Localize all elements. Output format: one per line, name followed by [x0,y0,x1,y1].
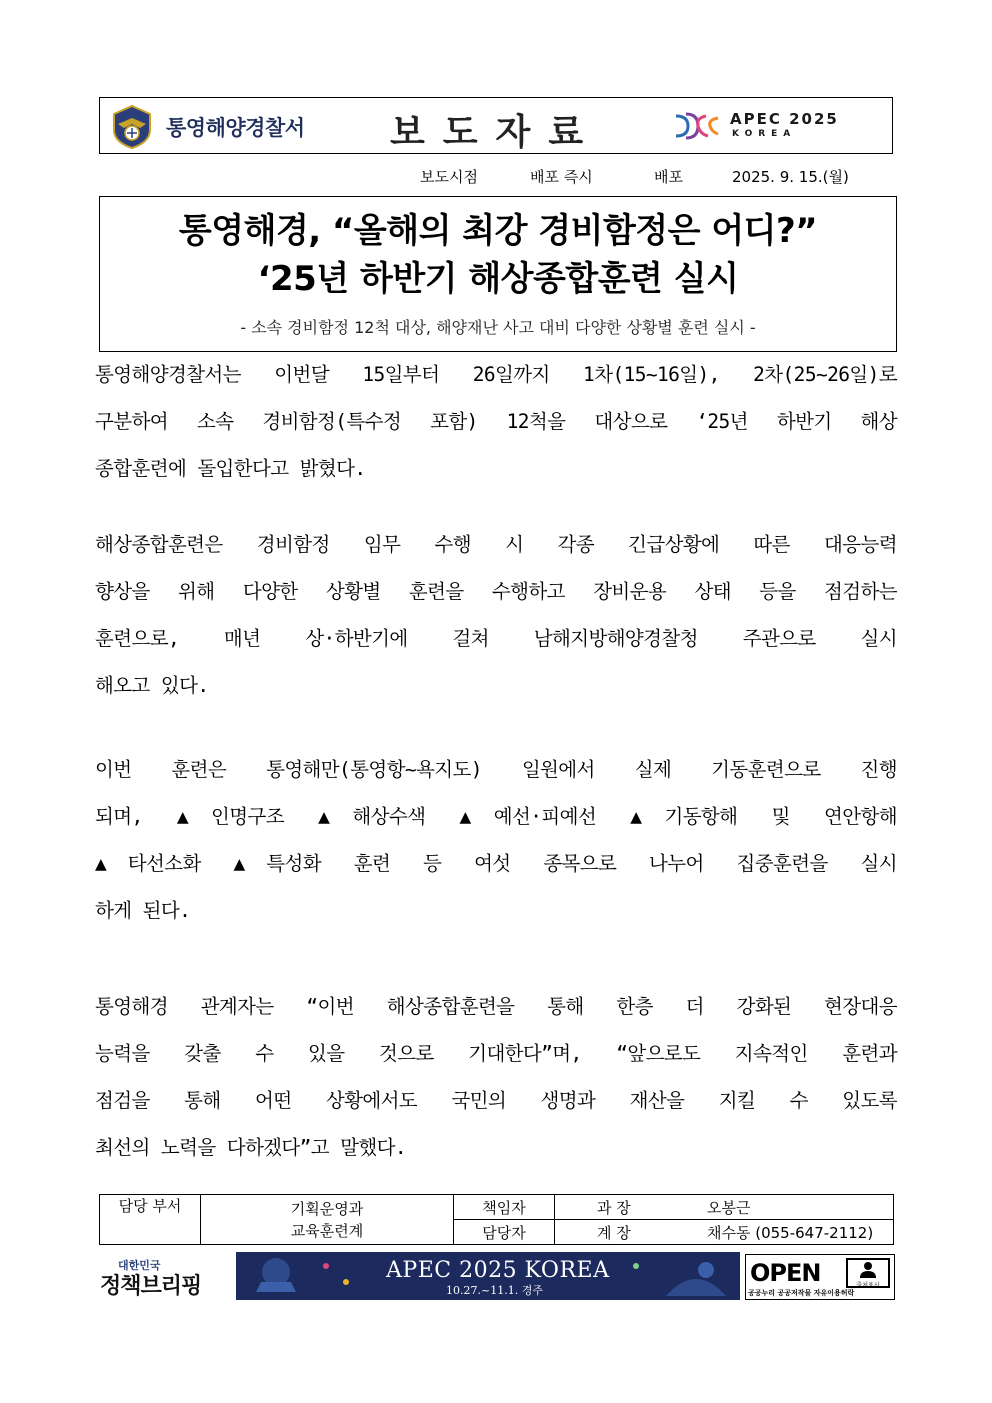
headline-subtitle: - 소속 경비함정 12척 대상, 해양재난 사고 대비 다양한 상황별 훈련 실시 - [240,318,756,337]
release-label: 보도시점 [420,168,478,186]
open-caption: 공공누리 공공저작물 자유이용허락 [748,1289,855,1297]
body-line: 되며, ▲인명구조 ▲해상수색 ▲예선·피예선 ▲기동항해 및 연안항해 [95,805,897,828]
body-paragraph-1 [95,351,897,492]
position-title: 계 장 [597,1223,631,1242]
person-name: 오봉근 [707,1198,751,1217]
apec-banner-dates: 10.27.~11.1. 경주 [446,1284,543,1297]
org-name: 통영해양경찰서 [166,116,305,140]
apec-banner-text: APEC 2025 KOREA [386,1258,610,1283]
body-line: 통영해양경찰서는 이번달 15일부터 26일까지 1차(15~16일), 2차(25~26일)로 [95,363,897,386]
coast-guard-emblem-icon [110,104,154,150]
attribution-label: 출처표시 [856,1282,880,1289]
person-name: 채수동 (055-647-2112) [707,1223,874,1242]
policy-briefing-logo [100,1257,230,1301]
contact-row [555,1220,894,1245]
body-line: 종합훈련에 돌입한다고 밝혔다. [95,457,366,480]
apec-subtext: KOREA [732,129,797,139]
body-line: 하게 된다. [95,899,191,922]
release-timing: 배포 즉시 [530,168,593,186]
policy-logo-text: 정책브리핑 [100,1274,202,1299]
dept-label: 담당 부서 [100,1195,201,1245]
dept-names [201,1195,454,1245]
attribution-icon [846,1258,890,1288]
body-line: 훈련으로, 매년 상·하반기에 걸쳐 남해지방해양경찰청 주관으로 실시 [95,627,897,650]
page-title: 보도자료 [390,112,602,153]
position-title: 과 장 [597,1198,631,1217]
body-line: 최선의 노력을 다하겠다”고 말했다. [95,1136,407,1159]
body-line: 향상을 위해 다양한 상황별 훈련을 수행하고 장비운용 상태 등을 점검하는 [95,580,897,603]
body-paragraph-3 [95,746,897,934]
role-label: 담당자 [454,1220,555,1245]
headline-box [99,196,897,352]
apec-text: APEC 2025 [730,110,839,128]
person-icon [848,1260,888,1278]
body-line: 능력을 갖출 수 있을 것으로 기대한다”며, “앞으로도 지속적인 훈련과 [95,1042,897,1065]
press-header [99,97,893,154]
role-label: 책임자 [454,1195,555,1220]
body-paragraph-4 [95,983,897,1171]
body-line: 해오고 있다. [95,674,209,697]
open-license-badge [745,1254,895,1300]
release-date: 2025. 9. 15.(월) [732,168,849,186]
body-line: 구분하여 소속 경비함정(특수정 포함) 12척을 대상으로 ‘25년 하반기 해상 [95,410,897,433]
headline-line-1: 통영해경, “올해의 최강 경비함정은 어디?” [178,211,818,251]
body-line: 점검을 통해 어떤 상황에서도 국민의 생명과 재산을 지킬 수 있도록 [95,1089,897,1112]
apec-banner [236,1252,740,1300]
body-line: 해상종합훈련은 경비함정 임무 수행 시 각종 긴급상황에 따른 대응능력 [95,533,897,556]
headline-line-2: ‘25년 하반기 해상종합훈련 실시 [257,259,739,299]
dept-name: 기획운영과 [290,1199,364,1218]
contact-table [99,1194,894,1245]
body-paragraph-2 [95,521,897,709]
team-name: 교육훈련계 [290,1221,364,1240]
body-line: ▲타선소화 ▲특성화 훈련 등 여섯 종목으로 나누어 집중훈련을 실시 [95,852,897,875]
body-line: 통영해경 관계자는 “이번 해상종합훈련을 통해 한층 더 강화된 현장대응 [95,995,897,1018]
open-text: OPEN [750,1259,821,1287]
apec-logo-icon [672,108,722,144]
contact-row [555,1195,894,1220]
policy-logo-small: 대한민국 [118,1259,161,1272]
body-line: 이번 훈련은 통영해만(통영항~욕지도) 일원에서 실제 기동훈련으로 진행 [95,758,897,781]
distribution-label: 배포 [654,168,683,186]
